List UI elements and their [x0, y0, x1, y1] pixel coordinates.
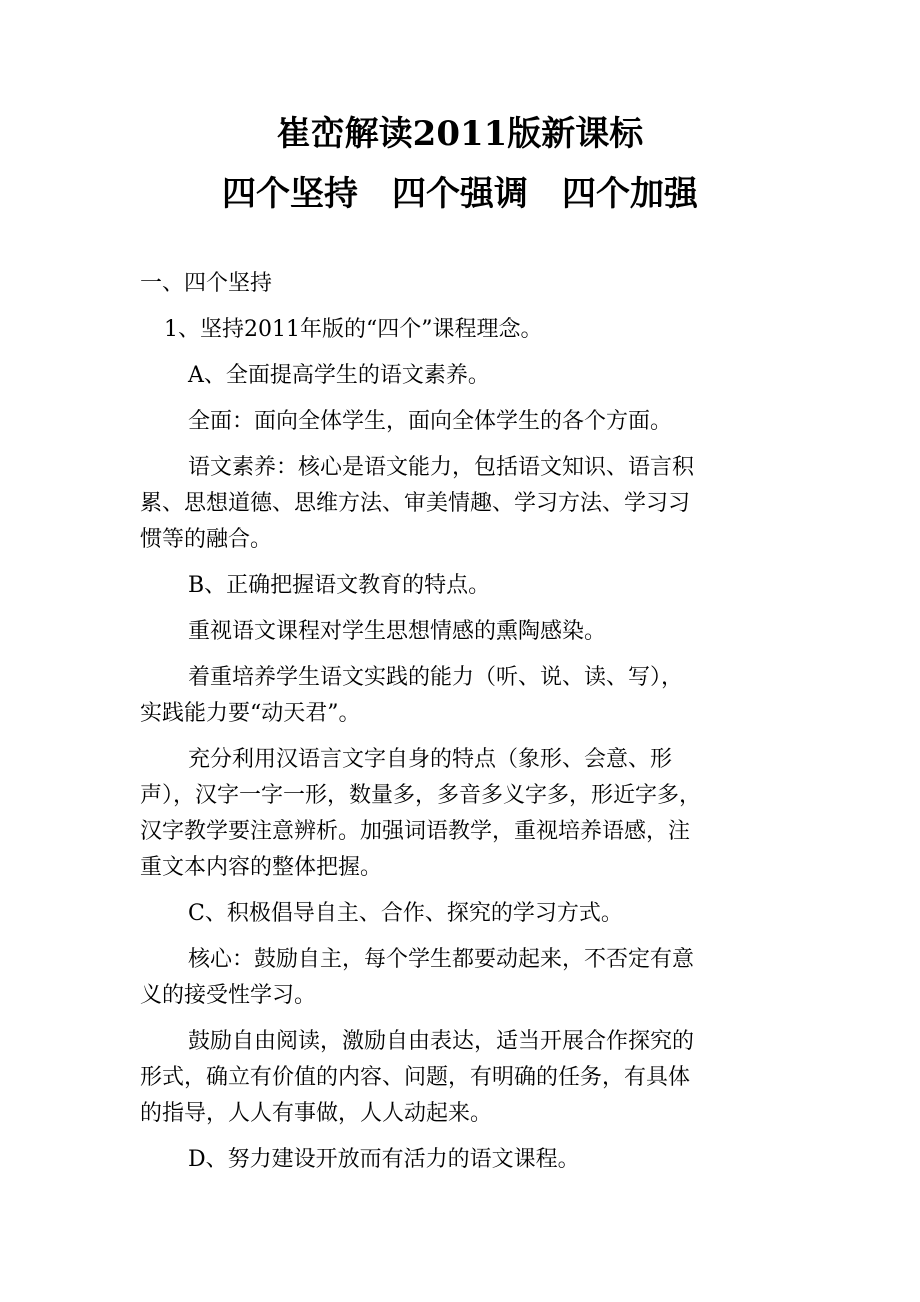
paragraph-line: 实践能力要“动天君”。 — [140, 701, 361, 726]
paragraph: 重视语文课程对学生思想情感的熏陶感染。 — [188, 619, 607, 644]
paragraph-line: 形式，确立有价值的内容、问题，有明确的任务，有具体 — [140, 1065, 691, 1090]
paragraph-line: 鼓励自由阅读，激励自由表达，适当开展合作探究的 — [188, 1029, 695, 1054]
paragraph-line: 的指导，人人有事做，人人动起来。 — [140, 1101, 493, 1126]
section-heading: 一、四个坚持 — [140, 271, 273, 296]
subitem-heading: C、积极倡导自主、合作、探究的学习方式。 — [188, 901, 623, 926]
paragraph-line: 汉字教学要注意辨析。加强词语教学，重视培养语感，注 — [140, 819, 691, 844]
document-subtitle: 四个坚持 四个强调 四个加强 — [222, 174, 698, 214]
paragraph — [140, 742, 800, 886]
paragraph-line: 语文素养：核心是语文能力，包括语文知识、语言积 — [188, 455, 695, 480]
paragraph — [140, 1024, 800, 1132]
paragraph-line: 着重培养学生语文实践的能力（听、说、读、写）， — [188, 665, 684, 690]
paragraph-line: 累、思想道德、思维方法、审美情趣、学习方法、学习习 — [140, 491, 691, 516]
paragraph — [140, 942, 800, 1014]
paragraph — [140, 660, 800, 732]
subitem-heading: B、正确把握语文教育的特点。 — [188, 573, 491, 598]
item-heading: 1、坚持2011年版的“四个”课程理念。 — [164, 317, 543, 342]
subitem-heading: A、全面提高学生的语文素养。 — [188, 363, 490, 388]
document-title: 崔峦解读2011版新课标 — [276, 114, 644, 154]
paragraph-line: 义的接受性学习。 — [140, 983, 317, 1008]
paragraph-line: 核心：鼓励自主，每个学生都要动起来，不否定有意 — [188, 947, 695, 972]
paragraph-line: 重文本内容的整体把握。 — [140, 855, 383, 880]
document-body — [140, 266, 800, 1188]
subitem-heading: D、努力建设开放而有活力的语文课程。 — [188, 1147, 580, 1172]
paragraph-line: 惯等的融合。 — [140, 527, 273, 552]
paragraph — [140, 450, 800, 558]
paragraph-line: 充分利用汉语言文字自身的特点（象形、会意、形 — [188, 747, 673, 772]
paragraph-line: 声），汉字一字一形，数量多，多音多义字多，形近字多， — [140, 783, 702, 808]
paragraph: 全面：面向全体学生，面向全体学生的各个方面。 — [188, 409, 673, 434]
